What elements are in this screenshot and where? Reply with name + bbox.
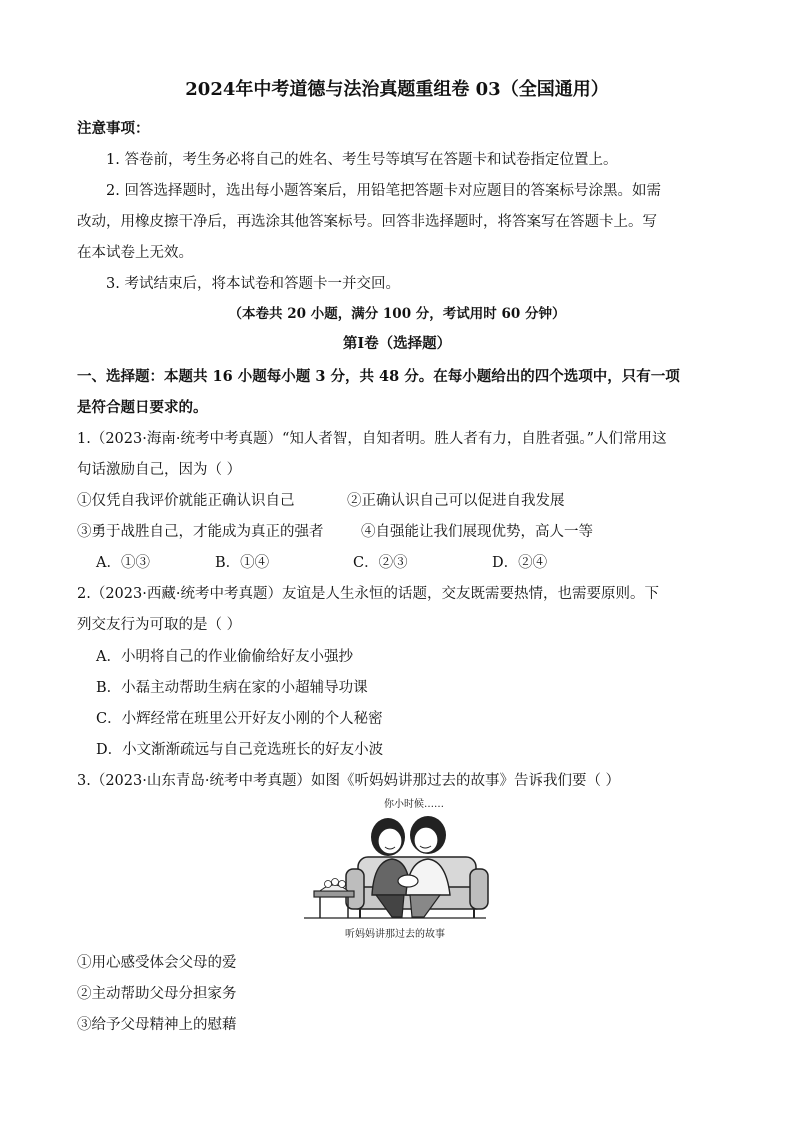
q2-option-b[interactable]: B．小磊主动帮助生病在家的小超辅导功课 — [96, 680, 368, 696]
q2-option-a[interactable]: A．小明将自己的作业偷偷给好友小强抄 — [96, 649, 353, 665]
notice-heading: 注意事项： — [77, 120, 150, 137]
notice-item-1: 1. 答卷前，考生务必将自己的姓名、考生号等填写在答题卡和试卷指定位置上。 — [106, 152, 618, 168]
q1-statement-4: ④自强能让我们展现优势，高人一等 — [361, 524, 593, 540]
q3-statement-2: ②主动帮助父母分担家务 — [77, 986, 237, 1002]
q1-option-b[interactable]: B．①④ — [215, 555, 270, 571]
q1-option-a[interactable]: A．①③ — [96, 555, 150, 571]
notice-item-2-line-2: 改动，用橡皮擦干净后，再选涂其他答案标号。回答非选择题时，将答案写在答题卡上。写 — [77, 214, 657, 230]
q1-stem-line-2: 句话激励自己，因为（ ） — [77, 462, 242, 478]
part1-instruction-line-1: 一、选择题：本题共 16 小题每小题 3 分，共 48 分。在每小题给出的四个选项中，只有一项 — [77, 368, 680, 385]
page-title: 2024年中考道德与法治真题重组卷 03（全国通用） — [185, 79, 609, 100]
notice-item-3: 3. 考试结束后，将本试卷和答题卡一并交回。 — [106, 276, 400, 292]
exam-info: （本卷共 20 小题，满分 100 分，考试用时 60 分钟） — [228, 306, 566, 322]
notice-item-2-line-3: 在本试卷上无效。 — [77, 245, 193, 261]
q1-stem-line-1: 1.（2023·海南·统考中考真题）“知人者智，自知者明。胜人者有力，自胜者强。”人们常用这 — [77, 431, 667, 447]
q1-statement-1: ①仅凭自我评价就能正确认识自己 — [77, 493, 295, 509]
q3-statement-1: ①用心感受体会父母的爱 — [77, 955, 237, 971]
part1-instruction-line-2: 是符合题日要求的。 — [77, 399, 208, 416]
q2-option-c[interactable]: C．小辉经常在班里公开好友小刚的个人秘密 — [96, 711, 383, 727]
q2-stem-line-1: 2.（2023·西藏·统考中考真题）友谊是人生永恒的话题，交友既需要热情，也需要原则。下 — [77, 586, 659, 602]
q3-stem-line-1: 3.（2023·山东青岛·统考中考真题）如图《听妈妈讲那过去的故事》告诉我们要（ ） — [77, 773, 621, 789]
q1-statement-3: ③勇于战胜自己，才能成为真正的强者 — [77, 524, 324, 540]
section-title: 第Ⅰ卷（选择题） — [342, 335, 452, 352]
q1-option-c[interactable]: C．②③ — [353, 555, 408, 571]
q1-option-d[interactable]: D．②④ — [492, 555, 548, 571]
q3-statement-3: ③给予父母精神上的慰藉 — [77, 1017, 237, 1033]
q2-option-d[interactable]: D．小文渐渐疏远与自己竞选班长的好友小波 — [96, 742, 384, 758]
cartoon-speech-text: 你小时候…… — [384, 799, 444, 810]
q2-stem-line-2: 列交友行为可取的是（ ） — [77, 617, 242, 633]
q1-statement-2: ②正确认识自己可以促进自我发展 — [347, 493, 565, 509]
notice-item-2-line-1: 2. 回答选择题时，选出每小题答案后，用铅笔把答题卡对应题目的答案标号涂黑。如需 — [106, 183, 661, 199]
mother-story-cartoon — [300, 795, 490, 950]
cartoon-caption: 听妈妈讲那过去的故事 — [345, 929, 445, 940]
